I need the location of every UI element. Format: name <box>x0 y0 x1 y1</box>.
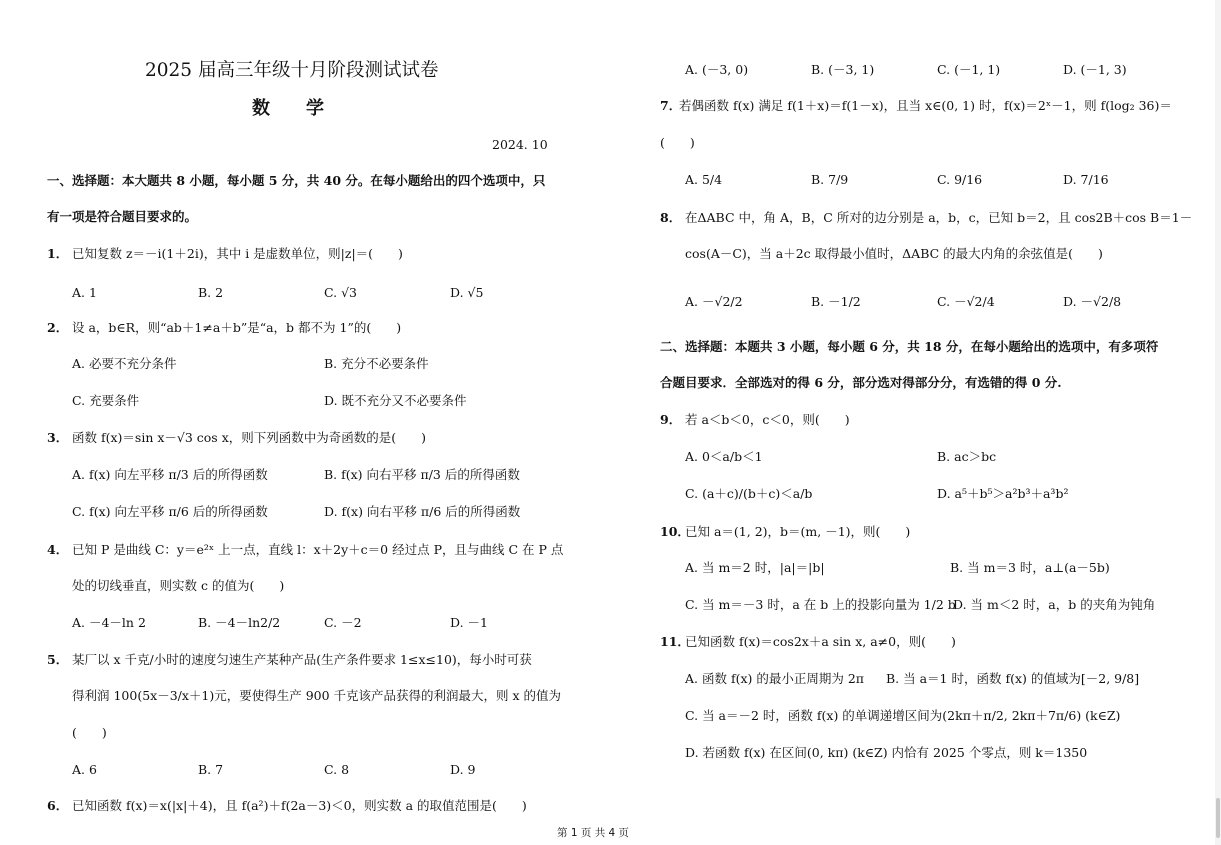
q9-option-d: D. a⁵＋b⁵＞a²b³＋a³b² <box>937 486 1069 501</box>
q3-option-b: B. f(x) 向右平移 π/3 后的所得函数 <box>324 467 520 482</box>
q1-number: 1． <box>47 246 69 261</box>
page-footer: 第 1 页 共 4 页 <box>557 827 630 839</box>
q9-option-c: C. (a＋c)/(b＋c)＜a/b <box>685 486 813 501</box>
q7-number: 7． <box>660 98 682 113</box>
q7-stem-line1: 若偶函数 f(x) 满足 f(1＋x)＝f(1－x)，且当 x∈(0, 1) 时，f(x)＝2ˣ－1，则 f(log₂ 36)＝ <box>679 98 1172 113</box>
q6-number: 6． <box>47 798 69 813</box>
q5-option-d: D. 9 <box>450 762 476 777</box>
section2-heading-line1: 二、选择题：本题共 3 小题，每小题 6 分，共 18 分，在每小题给出的选项中，有多项符 <box>660 339 1159 354</box>
q11-stem: 已知函数 f(x)＝cos2x＋a sin x, a≠0，则( ) <box>685 634 956 649</box>
q4-stem-line2: 处的切线垂直，则实数 c 的值为( ) <box>72 578 285 593</box>
q6-option-b: B. (－3, 1) <box>811 62 875 77</box>
q10-option-d: D. 当 m＜2 时，a，b 的夹角为钝角 <box>953 597 1156 612</box>
q8-stem-line1: 在ΔABC 中，角 A，B，C 所对的边分别是 a，b，c，已知 b＝2，且 cos2B＋cos B＝1－ <box>685 210 1193 225</box>
section1-heading-line1: 一、选择题：本大题共 8 小题，每小题 5 分，共 40 分。在每小题给出的四个选项中，只 <box>47 173 546 188</box>
q3-option-a: A. f(x) 向左平移 π/3 后的所得函数 <box>72 467 268 482</box>
q7-stem-line2: ( ) <box>660 135 695 150</box>
q8-option-d: D. －√2/8 <box>1063 294 1122 309</box>
q5-option-c: C. 8 <box>324 762 350 777</box>
q9-stem: 若 a＜b＜0，c＜0，则( ) <box>685 412 850 427</box>
q8-number: 8． <box>660 210 682 225</box>
q5-stem-line3: ( ) <box>72 725 107 740</box>
q11-option-c: C. 当 a＝－2 时，函数 f(x) 的单调递增区间为(2kπ＋π/2, 2kπ＋7π/6) (k∈Z) <box>685 708 1121 723</box>
vertical-scrollbar[interactable] <box>1215 0 1221 845</box>
q11-number: 11． <box>660 634 690 649</box>
q7-option-a: A. 5/4 <box>685 172 723 187</box>
q11-option-d: D. 若函数 f(x) 在区间(0, kπ) (k∈Z) 内恰有 2025 个零点，则 k＝1350 <box>685 745 1088 760</box>
exam-date: 2024. 10 <box>492 137 548 152</box>
q10-option-c: C. 当 m＝－3 时，a 在 b 上的投影向量为 1/2 b <box>685 597 956 612</box>
q3-option-d: D. f(x) 向右平移 π/6 后的所得函数 <box>324 504 521 519</box>
q2-option-d: D. 既不充分又不必要条件 <box>324 393 467 408</box>
q5-stem-line1: 某厂以 x 千克/小时的速度匀速生产某种产品(生产条件要求 1≤x≤10)，每小时可获 <box>72 652 532 667</box>
q9-number: 9． <box>660 412 682 427</box>
q8-stem-line2: cos(A－C)，当 a＋2c 取得最小值时，ΔABC 的最大内角的余弦值是( ) <box>685 246 1103 261</box>
section1-heading-line2: 有一项是符合题目要求的。 <box>47 209 198 224</box>
q5-option-a: A. 6 <box>72 762 97 777</box>
subject-title: 数 学 <box>252 98 324 119</box>
q2-option-c: C. 充要条件 <box>72 393 140 408</box>
q11-option-a: A. 函数 f(x) 的最小正周期为 2π <box>685 671 864 686</box>
q1-option-d: D. √5 <box>450 285 484 300</box>
q2-stem: 设 a，b∈R，则“ab＋1≠a＋b”是“a，b 都不为 1”的( ) <box>72 320 402 335</box>
q1-option-c: C. √3 <box>324 285 357 300</box>
q7-option-d: D. 7/16 <box>1063 172 1109 187</box>
q9-option-b: B. ac＞bc <box>937 449 997 464</box>
q5-stem-line2: 得利润 100(5x－3/x＋1)元，要使得生产 900 千克该产品获得的利润最大，则 x 的值为 <box>72 688 562 703</box>
q10-stem: 已知 a＝(1, 2)，b＝(m, －1)，则( ) <box>685 524 911 539</box>
section2-heading-line2: 合题目要求．全部选对的得 6 分，部分选对得部分分，有选错的得 0 分. <box>660 375 1062 390</box>
exam-title: 2025 届高三年级十月阶段测试试卷 <box>145 60 439 81</box>
q2-option-a: A. 必要不充分条件 <box>72 356 177 371</box>
q7-option-c: C. 9/16 <box>937 172 983 187</box>
q6-option-d: D. (－1, 3) <box>1063 62 1127 77</box>
q4-option-b: B. －4－ln2/2 <box>198 615 281 630</box>
q4-option-c: C. －2 <box>324 615 362 630</box>
scrollbar-thumb[interactable] <box>1216 798 1220 838</box>
q4-number: 4． <box>47 542 69 557</box>
q6-stem: 已知函数 f(x)＝x(|x|＋4)，且 f(a²)＋f(2a－3)＜0，则实数 a 的取值范围是( ) <box>72 798 527 813</box>
q5-option-b: B. 7 <box>198 762 224 777</box>
q1-option-a: A. 1 <box>72 285 97 300</box>
q6-option-c: C. (－1, 1) <box>937 62 1001 77</box>
q2-number: 2． <box>47 320 69 335</box>
q8-option-a: A. －√2/2 <box>685 294 743 309</box>
q3-number: 3． <box>47 430 69 445</box>
q4-option-a: A. －4－ln 2 <box>72 615 146 630</box>
q1-option-b: B. 2 <box>198 285 224 300</box>
q10-option-a: A. 当 m＝2 时，|a|＝|b| <box>685 560 825 575</box>
q6-option-a: A. (－3, 0) <box>685 62 749 77</box>
q3-stem: 函数 f(x)＝sin x－√3 cos x，则下列函数中为奇函数的是( ) <box>72 430 426 445</box>
q1-stem: 已知复数 z＝－i(1＋2i)，其中 i 是虚数单位，则|z|＝( ) <box>72 246 403 261</box>
q3-option-c: C. f(x) 向左平移 π/6 后的所得函数 <box>72 504 268 519</box>
q10-option-b: B. 当 m＝3 时，a⊥(a－5b) <box>950 560 1110 575</box>
q9-option-a: A. 0＜a/b＜1 <box>685 449 763 464</box>
q10-number: 10． <box>660 524 690 539</box>
q5-number: 5． <box>47 652 69 667</box>
q7-option-b: B. 7/9 <box>811 172 849 187</box>
q4-stem-line1: 已知 P 是曲线 C：y＝e²ˣ 上一点，直线 l：x＋2y＋c＝0 经过点 P，且与曲线 C 在 P 点 <box>72 542 564 557</box>
q4-option-d: D. －1 <box>450 615 488 630</box>
q8-option-b: B. －1/2 <box>811 294 861 309</box>
q11-option-b: B. 当 a＝1 时，函数 f(x) 的值域为[－2, 9/8] <box>886 671 1140 686</box>
q8-option-c: C. －√2/4 <box>937 294 995 309</box>
q2-option-b: B. 充分不必要条件 <box>324 356 429 371</box>
